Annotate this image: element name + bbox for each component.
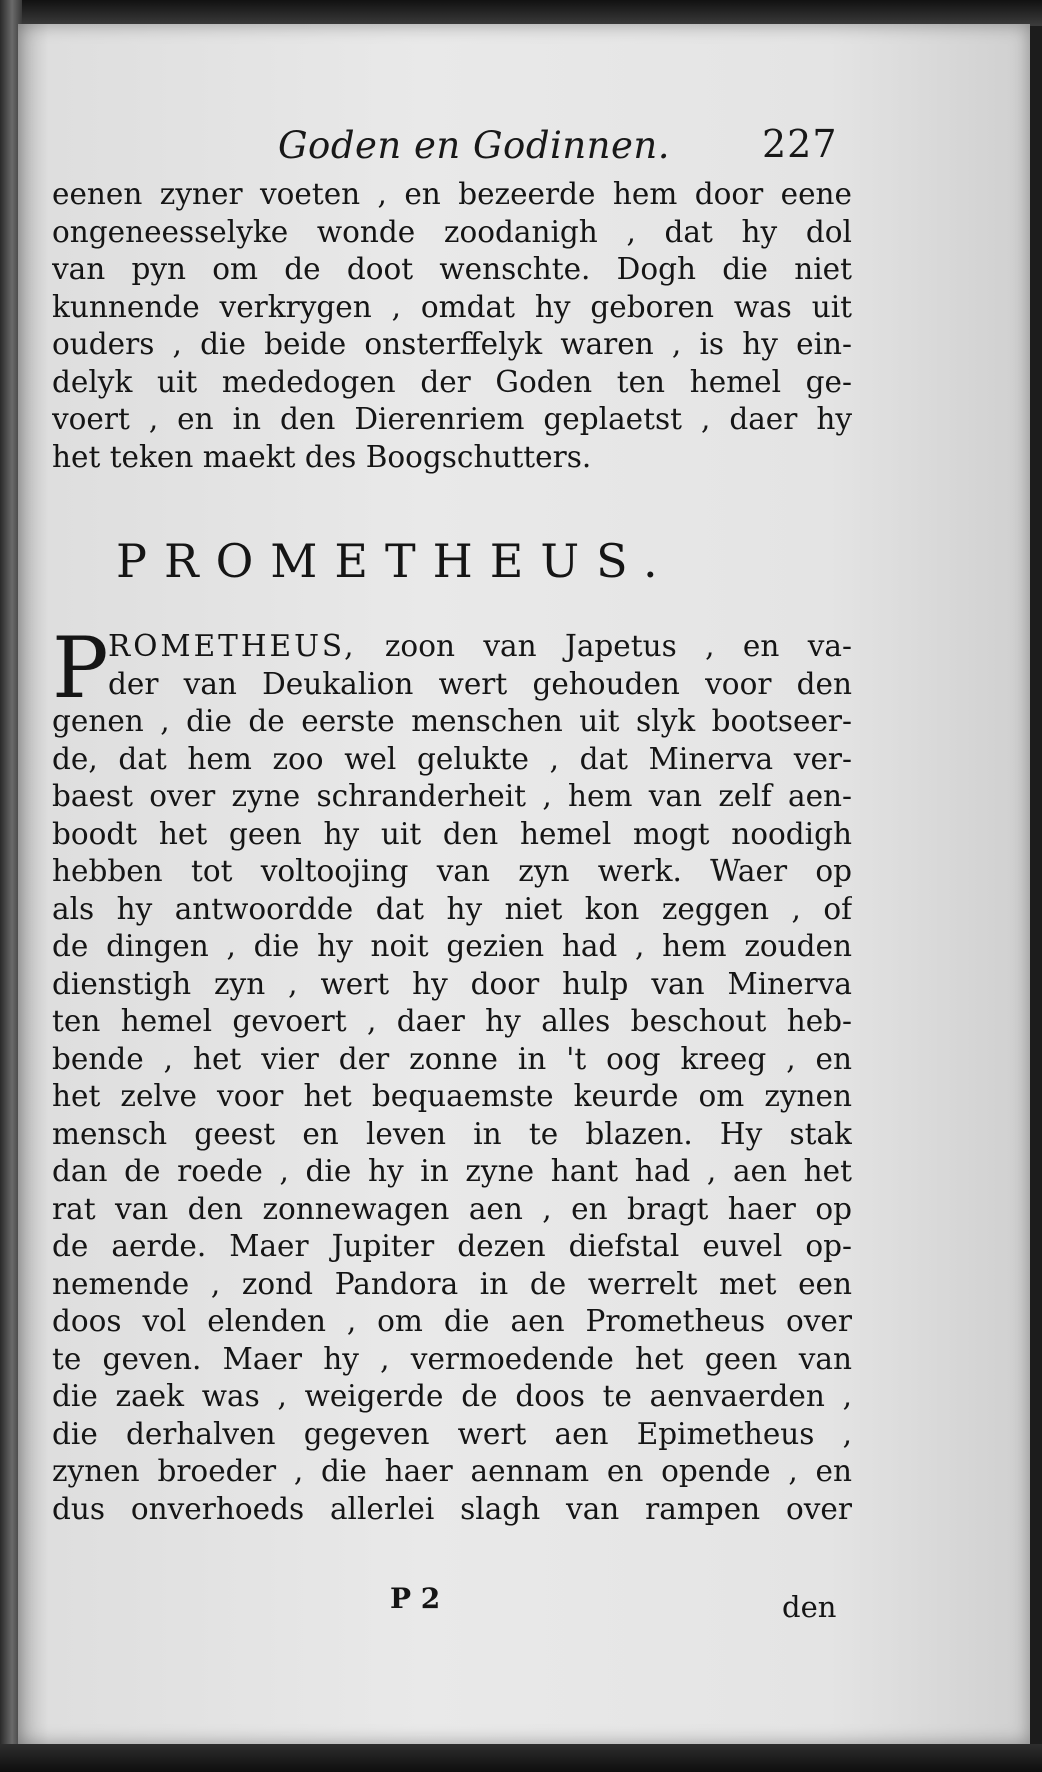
text-line: het zelve voor het bequaemste keurde om zynen	[52, 1079, 852, 1113]
paragraph-1	[52, 176, 852, 476]
text-line: van pyn om de doot wenschte. Dogh die niet	[52, 252, 852, 286]
text-line: rat van den zonnewagen aen , en bragt haer op	[52, 1191, 852, 1226]
paragraph-2	[52, 619, 852, 1528]
text-line: ouders , die beide onsterffelyk waren , is hy ein-	[52, 327, 852, 361]
first-line	[52, 628, 852, 666]
text-line: te geven. Maer hy , vermoedende het geen van	[52, 1341, 852, 1376]
text-line: boodt het geen hy uit den hemel mogt noodigh	[52, 816, 852, 851]
text-line: doos vol elenden , om die aen Prometheus over	[52, 1304, 852, 1338]
text-line: het teken maekt des Boogschutters.	[52, 439, 592, 474]
text-line: dus onverhoeds allerlei slagh van rampen over	[52, 1491, 852, 1526]
text-line: die zaek was , weigerde de doos te aenvaerden ,	[52, 1379, 852, 1413]
text-line: de, dat hem zoo wel gelukte , dat Minerva ver-	[52, 741, 852, 776]
text-line: baest over zyne schranderheit , hem van zelf aen-	[52, 779, 852, 813]
text-line: zynen broeder , die haer aennam en opende , en	[52, 1454, 852, 1488]
text-line: delyk uit mededogen der Goden ten hemel ge-	[52, 364, 852, 399]
text-line: ten hemel gevoert , daer hy alles beschout heb-	[52, 1004, 852, 1038]
text-line: eenen zyner voeten , en bezeerde hem door eene	[52, 177, 852, 211]
text-line: dienstigh zyn , wert hy door hulp van Minerva	[52, 966, 852, 1001]
text-line: de dingen , die hy noit gezien had , hem zouden	[52, 929, 852, 963]
text-line: voert , en in den Dierenriem geplaetst , daer hy	[52, 402, 852, 436]
section-heading: PROMETHEUS.	[116, 534, 675, 588]
text-line: kunnende verkrygen , omdat hy geboren was uit	[52, 289, 852, 324]
second-line: der van Deukalion wert gehouden voor den	[108, 666, 852, 701]
text-line: ongeneesselyke wonde zoodanigh , dat hy dol	[52, 214, 852, 249]
text-line: hebben tot voltoojing van zyn werk. Waer op	[52, 854, 852, 888]
text-line: dan de roede , die hy in zyne hant had , aen het	[52, 1154, 852, 1188]
text-line: die derhalven gegeven wert aen Epimetheus ,	[52, 1416, 852, 1451]
text-line: mensch geest en leven in te blazen. Hy stak	[52, 1116, 852, 1151]
book-page	[18, 24, 1030, 1744]
text-line: de aerde. Maer Jupiter dezen diefstal euvel op-	[52, 1229, 852, 1263]
running-head: Goden en Godinnen.	[278, 124, 670, 167]
top-shadow	[0, 0, 1042, 26]
text-line: als hy antwoordde dat hy niet kon zeggen , of	[52, 891, 852, 926]
text-line: nemende , zond Pandora in de werrelt met een	[52, 1266, 852, 1301]
first-line-rest: zoon van Japetus , en va-	[384, 629, 852, 663]
text-line: genen , die de eerste menschen uit slyk bootseer-	[52, 704, 852, 738]
catchword: den	[782, 1590, 837, 1624]
first-word: ROMETHEUS,	[108, 629, 357, 663]
signature-mark: P 2	[390, 1582, 441, 1615]
bottom-edge	[0, 1744, 1042, 1772]
paragraph-2-lines	[52, 703, 852, 1528]
page-number: 227	[762, 122, 838, 166]
drop-cap: P	[52, 619, 109, 717]
text-line: bende , het vier der zonne in 't oog kreeg , en	[52, 1041, 852, 1076]
